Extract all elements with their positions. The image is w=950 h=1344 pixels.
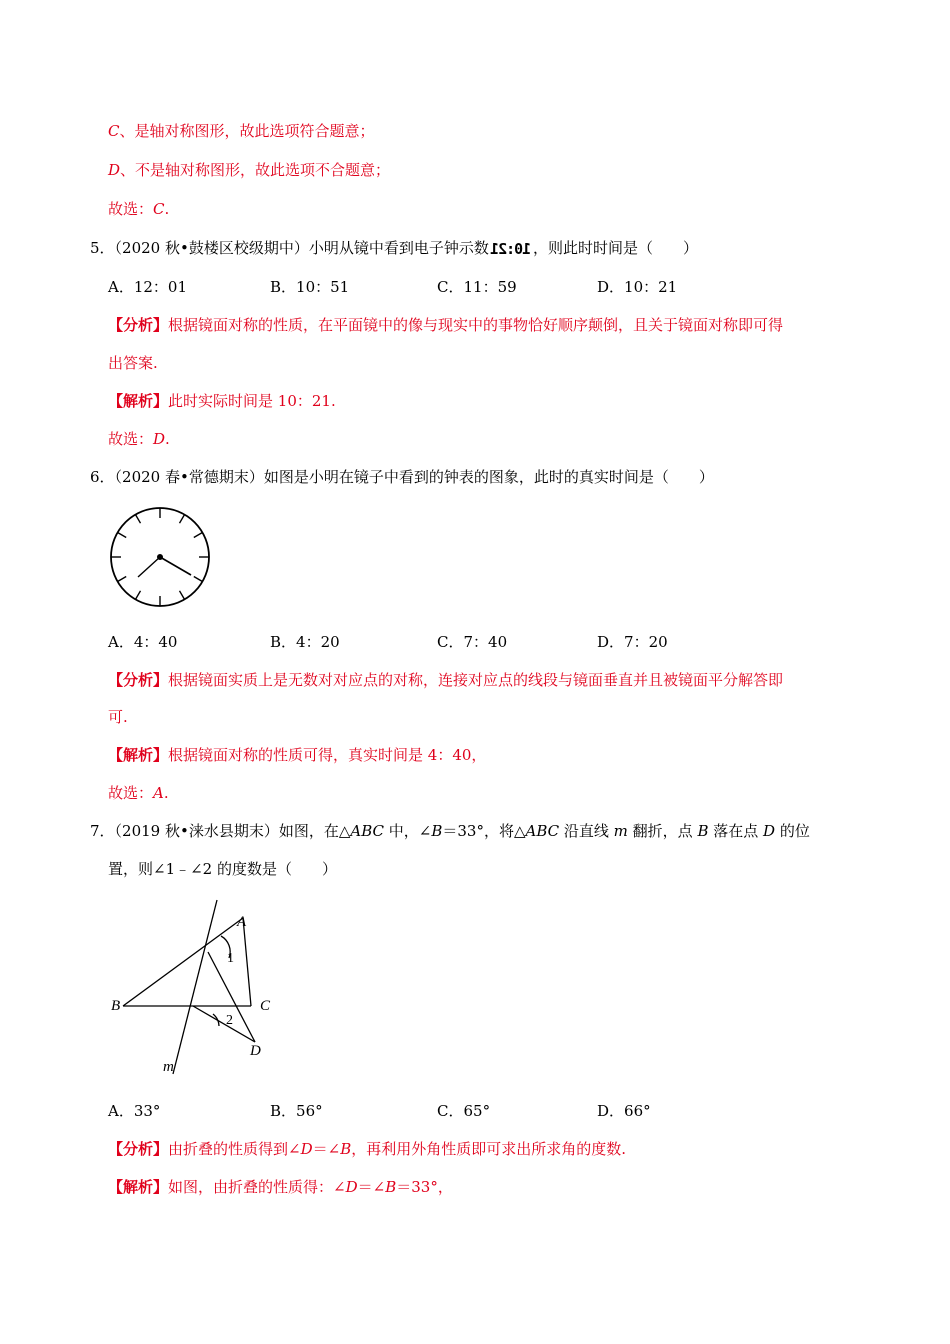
q5-option-a: A．12：01 xyxy=(108,278,188,296)
q7-analysis: 【分析】由折叠的性质得到∠D＝∠B，再利用外角性质即可求出所求角的度数. xyxy=(108,1140,627,1158)
prev-option-c-line: C、是轴对称图形，故此选项符合题意； xyxy=(108,122,375,140)
label-angle-1: 1 xyxy=(227,951,234,966)
triangle-fold-figure xyxy=(105,898,280,1080)
q5-analysis: 【分析】根据镜面对称的性质，在平面镜中的像与现实中的事物恰好顺序颠倒，且关于镜面对称即可得 xyxy=(108,316,784,334)
q6-option-c: C．7：40 xyxy=(437,633,508,651)
label-c: C xyxy=(260,998,271,1014)
mirror-clock-display: 10:21 xyxy=(490,240,531,258)
q5-option-c: C．11：59 xyxy=(437,278,517,296)
q5-analysis-cont: 出答案. xyxy=(108,354,158,372)
label-a: A xyxy=(237,914,247,930)
prev-option-d-line: D、不是轴对称图形，故此选项不合题意； xyxy=(108,161,391,179)
q5-solution: 【解析】此时实际时间是 10：21. xyxy=(108,392,336,410)
q6-analysis-cont: 可. xyxy=(108,708,128,726)
label-d: D xyxy=(250,1043,261,1059)
q6-solution: 【解析】根据镜面对称的性质可得，真实时间是 4：40， xyxy=(108,746,487,764)
q5-option-b: B．10：51 xyxy=(270,278,350,296)
q6-analysis: 【分析】根据镜面实质上是无数对对应点的对称，连接对应点的线段与镜面垂直并且被镜面平分解答即 xyxy=(108,671,784,689)
q7-solution: 【解析】如图，由折叠的性质得：∠D＝∠B＝33°， xyxy=(108,1178,453,1196)
q6-option-d: D．7：20 xyxy=(597,633,668,651)
clock-minute-hand xyxy=(138,557,160,577)
q6-option-b: B．4：20 xyxy=(270,633,340,651)
prev-answer-line: 故选：C. xyxy=(108,200,170,218)
q6-stem: 6．（2020 春•常德期末）如图是小明在镜子中看到的钟表的图象，此时的真实时间是（ ） xyxy=(90,468,714,486)
fold-line-m xyxy=(173,900,217,1074)
side-ac xyxy=(243,918,251,1006)
q7-option-c: C．65° xyxy=(437,1102,491,1120)
q5-answer: 故选：D. xyxy=(108,430,170,448)
q7-option-d: D．66° xyxy=(597,1102,651,1120)
q7-stem: 7．（2019 秋•涞水县期末）如图，在△ABC 中，∠B＝33°，将△ABC 沿直线 m 翻折，点 B 落在点 D 的位 xyxy=(90,822,810,840)
label-b: B xyxy=(111,998,121,1014)
q5-option-d: D．10：21 xyxy=(597,278,678,296)
label-m: m xyxy=(163,1059,174,1075)
q7-option-a: A．33° xyxy=(108,1102,161,1120)
mirror-clock-figure xyxy=(108,505,216,609)
clock-hour-hand xyxy=(160,557,191,575)
clock-center xyxy=(157,554,163,560)
q7-option-b: B．56° xyxy=(270,1102,323,1120)
q6-answer: 故选：A. xyxy=(108,784,169,802)
label-angle-2: 2 xyxy=(226,1013,233,1028)
side-ba xyxy=(123,918,243,1006)
q5-stem: 5．（2020 秋•鼓楼区校级期中）小明从镜中看到电子钟示数 10:21 ，则此时时间是（ ） xyxy=(90,239,699,258)
q7-stem-cont: 置，则∠1﹣∠2 的度数是（ ） xyxy=(108,860,337,878)
q6-option-a: A．4：40 xyxy=(108,633,178,651)
